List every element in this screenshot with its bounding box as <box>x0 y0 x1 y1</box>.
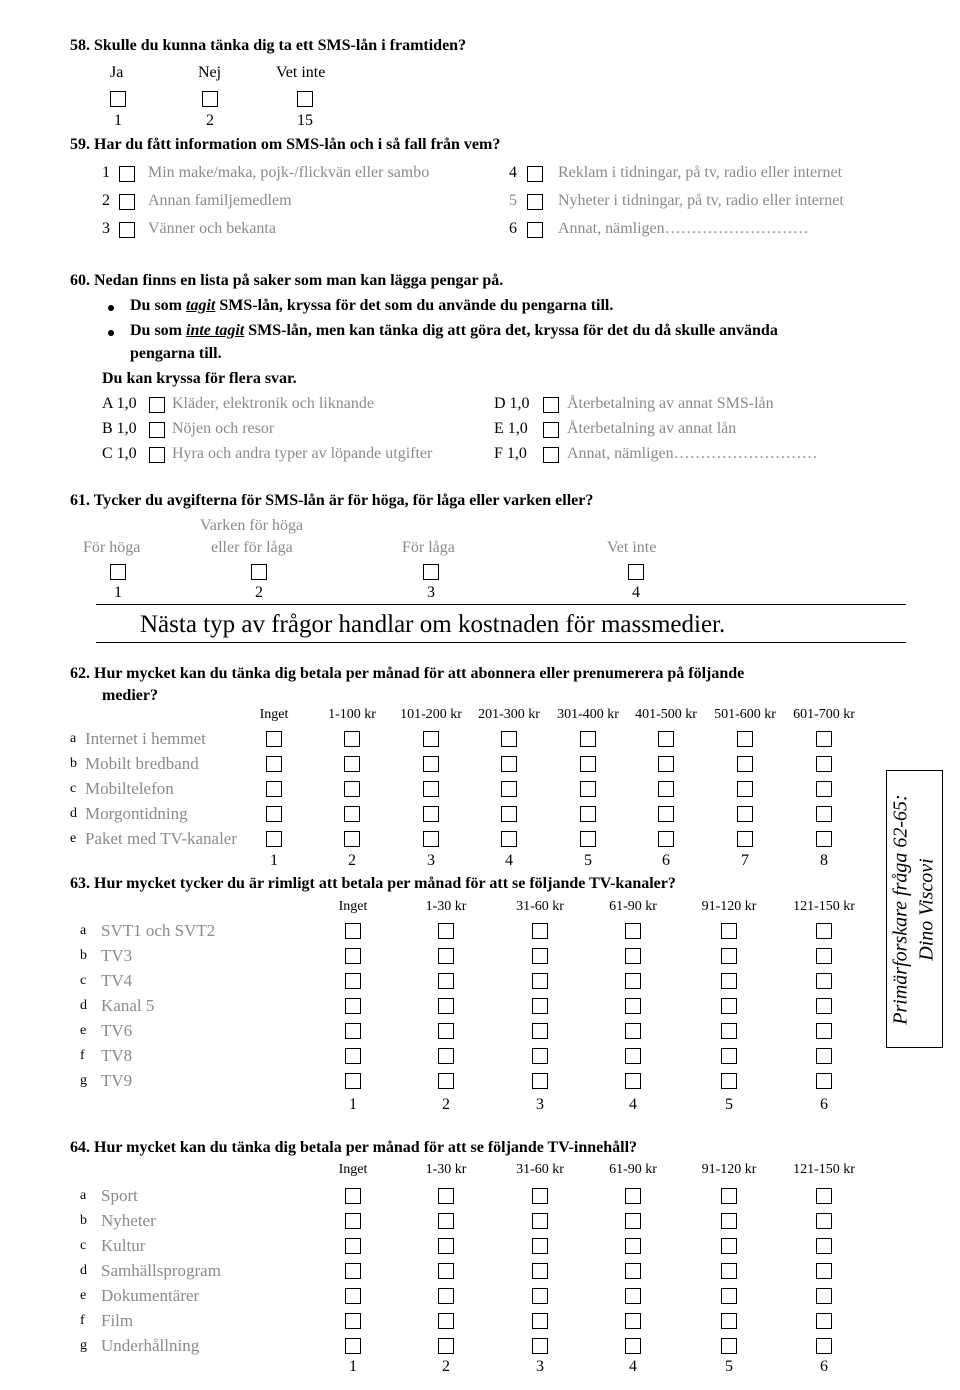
q59-checkbox-4[interactable] <box>527 166 543 182</box>
q59-option-label: Nyheter i tidningar, på tv, radio eller internet <box>558 192 844 209</box>
q63-row-letter: e <box>80 1023 87 1038</box>
q59-code: 1 <box>102 164 110 181</box>
q63-checkbox[interactable] <box>625 923 641 939</box>
q62-code: 8 <box>820 852 828 869</box>
researcher-box <box>886 770 943 1048</box>
q64-checkbox[interactable] <box>625 1263 641 1279</box>
q62-code: 2 <box>348 852 356 869</box>
q61-option-label: För låga <box>402 539 455 556</box>
q62-checkbox[interactable] <box>737 806 753 822</box>
q58-option-vet-inte: Vet inte <box>276 64 326 81</box>
q63-checkbox[interactable] <box>345 973 361 989</box>
q63-checkbox[interactable] <box>816 973 832 989</box>
q63-row-label: SVT1 och SVT2 <box>101 921 216 940</box>
q61-code: 2 <box>255 584 263 601</box>
q64-checkbox[interactable] <box>345 1263 361 1279</box>
q62-column-header: 201-300 kr <box>478 707 540 722</box>
q63-code: 1 <box>349 1096 357 1113</box>
q62-column-header: 501-600 kr <box>714 707 776 722</box>
q58-code: 1 <box>114 112 122 129</box>
q59-option-label: Vänner och bekanta <box>148 220 276 237</box>
q62-checkbox[interactable] <box>816 756 832 772</box>
q61-option-label: eller för låga <box>211 539 293 556</box>
q62-checkbox[interactable] <box>816 806 832 822</box>
q64-checkbox[interactable] <box>721 1288 737 1304</box>
q59-checkbox-5[interactable] <box>527 194 543 210</box>
q62-checkbox[interactable] <box>266 831 282 847</box>
q62-checkbox[interactable] <box>344 756 360 772</box>
q63-checkbox[interactable] <box>816 1073 832 1089</box>
q63-checkbox[interactable] <box>438 1023 454 1039</box>
q63-row-letter: a <box>80 923 87 938</box>
q64-row-letter: e <box>80 1288 87 1303</box>
q58-checkbox-nej[interactable] <box>202 91 218 107</box>
q64-code: 5 <box>725 1358 733 1375</box>
q58-option-ja: Ja <box>110 64 124 81</box>
q60-multi-note: Du kan kryssa för flera svar. <box>102 370 297 387</box>
q60-checkbox-a[interactable] <box>149 397 165 413</box>
q63-row-label: TV4 <box>101 971 133 990</box>
q62-row-letter: d <box>70 806 77 821</box>
q62-checkbox[interactable] <box>580 756 596 772</box>
q59-code: 5 <box>509 192 517 209</box>
q59-checkbox-2[interactable] <box>119 194 135 210</box>
q64-checkbox[interactable] <box>532 1188 548 1204</box>
q64-checkbox[interactable] <box>816 1338 832 1354</box>
q63-column-header: 91-120 kr <box>701 899 757 914</box>
q62-column-header: 301-400 kr <box>557 707 619 722</box>
q63-code: 4 <box>629 1096 637 1113</box>
q63-row-label: TV9 <box>101 1071 133 1090</box>
q62-checkbox[interactable] <box>423 781 439 797</box>
q63-checkbox[interactable] <box>532 948 548 964</box>
q59-option-label: Annat, nämligen……………………… <box>558 220 809 237</box>
q63-checkbox[interactable] <box>438 973 454 989</box>
q62-checkbox[interactable] <box>423 731 439 747</box>
q63-checkbox[interactable] <box>721 923 737 939</box>
q60-option-label: Återbetalning av annat lån <box>567 420 737 437</box>
q64-row-label: Dokumentärer <box>101 1286 200 1305</box>
q64-checkbox[interactable] <box>532 1263 548 1279</box>
q63-row-letter: d <box>80 998 87 1013</box>
q64-checkbox[interactable] <box>438 1313 454 1329</box>
q60-checkbox-b[interactable] <box>149 422 165 438</box>
q63-row-letter: g <box>80 1073 87 1088</box>
q59-code: 6 <box>509 220 517 237</box>
q63-checkbox[interactable] <box>625 1073 641 1089</box>
q60-code: F 1,0 <box>494 445 527 462</box>
divider <box>96 642 906 643</box>
q63-checkbox[interactable] <box>438 948 454 964</box>
q62-code: 3 <box>427 852 435 869</box>
q62-checkbox[interactable] <box>580 806 596 822</box>
q64-column-header: 1-30 kr <box>425 1162 467 1177</box>
q64-checkbox[interactable] <box>532 1213 548 1229</box>
q64-checkbox[interactable] <box>438 1213 454 1229</box>
q63-checkbox[interactable] <box>532 1073 548 1089</box>
q60-checkbox-d[interactable] <box>543 397 559 413</box>
q63-column-header: 61-90 kr <box>609 899 657 914</box>
q59-option-label: Annan familjemedlem <box>148 192 292 209</box>
q61-code: 3 <box>427 584 435 601</box>
q63-checkbox[interactable] <box>625 973 641 989</box>
q62-checkbox[interactable] <box>266 731 282 747</box>
q62-row-label: Paket med TV-kanaler <box>85 829 238 848</box>
q62-checkbox[interactable] <box>344 806 360 822</box>
researcher-label: Primärforskare fråga 62-65: <box>889 794 912 1025</box>
q64-checkbox[interactable] <box>721 1238 737 1254</box>
q59-option-label: Min make/maka, pojk-/flickvän eller sambo <box>148 164 430 181</box>
q63-code: 6 <box>820 1096 828 1113</box>
q63-checkbox[interactable] <box>345 1073 361 1089</box>
q63-checkbox[interactable] <box>532 923 548 939</box>
q62-checkbox[interactable] <box>580 731 596 747</box>
q62-row-letter: a <box>70 731 77 746</box>
bullet-icon <box>108 330 114 336</box>
q58-checkbox-ja[interactable] <box>110 91 126 107</box>
q64-row-label: Nyheter <box>101 1211 156 1230</box>
q60-option-label: Hyra och andra typer av löpande utgifter <box>172 445 433 462</box>
q64-code: 4 <box>629 1358 637 1375</box>
q64-checkbox[interactable] <box>816 1263 832 1279</box>
q59-checkbox-6[interactable] <box>527 222 543 238</box>
q62-checkbox[interactable] <box>423 756 439 772</box>
q64-checkbox[interactable] <box>438 1238 454 1254</box>
q64-checkbox[interactable] <box>816 1188 832 1204</box>
q63-checkbox[interactable] <box>721 948 737 964</box>
q61-code: 4 <box>632 584 640 601</box>
q63-checkbox[interactable] <box>816 1048 832 1064</box>
q63-row-letter: c <box>80 973 87 988</box>
q63-checkbox[interactable] <box>532 1048 548 1064</box>
q62-checkbox[interactable] <box>658 731 674 747</box>
q62-checkbox[interactable] <box>737 831 753 847</box>
q63-checkbox[interactable] <box>438 923 454 939</box>
q63-code: 5 <box>725 1096 733 1113</box>
q61-code: 1 <box>114 584 122 601</box>
q59-option-label: Reklam i tidningar, på tv, radio eller internet <box>558 164 843 181</box>
q60-code: D 1,0 <box>494 395 530 412</box>
q61-option-label: Varken för höga <box>200 517 304 534</box>
q64-column-header: 61-90 kr <box>609 1162 657 1177</box>
q63-checkbox[interactable] <box>625 1023 641 1039</box>
q62-checkbox[interactable] <box>344 831 360 847</box>
bullet-icon <box>108 305 114 311</box>
q62-row-label: Morgontidning <box>85 804 188 823</box>
q64-checkbox[interactable] <box>721 1263 737 1279</box>
q63-checkbox[interactable] <box>625 998 641 1014</box>
q60-checkbox-e[interactable] <box>543 422 559 438</box>
q60-code: C 1,0 <box>102 445 137 462</box>
q64-code: 2 <box>442 1358 450 1375</box>
q63-checkbox[interactable] <box>816 923 832 939</box>
q58-option-nej: Nej <box>198 64 222 81</box>
q63-checkbox[interactable] <box>345 998 361 1014</box>
q62-checkbox[interactable] <box>737 731 753 747</box>
q61-checkbox-1[interactable] <box>110 564 126 580</box>
q62-checkbox[interactable] <box>423 831 439 847</box>
q60-option-label: Annat, nämligen……………………… <box>567 445 818 462</box>
q63-checkbox[interactable] <box>532 998 548 1014</box>
q62-checkbox[interactable] <box>501 781 517 797</box>
q64-row-label: Underhållning <box>101 1336 200 1355</box>
q63-checkbox[interactable] <box>532 973 548 989</box>
q58-question: 58. Skulle du kunna tänka dig ta ett SMS-lån i framtiden? <box>70 37 467 54</box>
q62-checkbox[interactable] <box>266 756 282 772</box>
q62-row-letter: e <box>70 831 77 846</box>
q64-checkbox[interactable] <box>721 1213 737 1229</box>
q62-row-letter: b <box>70 756 77 771</box>
q62-question: 62. Hur mycket kan du tänka dig betala per månad för att abonnera eller prenumerera på följande <box>70 665 745 682</box>
q62-checkbox[interactable] <box>658 781 674 797</box>
q63-checkbox[interactable] <box>816 948 832 964</box>
q60-checkbox-c[interactable] <box>149 447 165 463</box>
q64-row-letter: a <box>80 1188 87 1203</box>
q62-checkbox[interactable] <box>816 731 832 747</box>
q63-code: 3 <box>536 1096 544 1113</box>
q63-checkbox[interactable] <box>721 1048 737 1064</box>
q63-checkbox[interactable] <box>438 1048 454 1064</box>
section-heading: Nästa typ av frågor handlar om kostnaden för massmedier. <box>140 611 726 638</box>
q60-code: E 1,0 <box>494 420 528 437</box>
q63-row-label: TV3 <box>101 946 133 965</box>
q62-checkbox[interactable] <box>580 781 596 797</box>
q64-checkbox[interactable] <box>625 1313 641 1329</box>
q63-checkbox[interactable] <box>438 998 454 1014</box>
q60-option-label: Återbetalning av annat SMS-lån <box>567 395 774 412</box>
q63-checkbox[interactable] <box>816 998 832 1014</box>
q61-option-label: För höga <box>83 539 141 556</box>
q64-checkbox[interactable] <box>721 1313 737 1329</box>
q62-column-header: 601-700 kr <box>793 707 855 722</box>
q63-checkbox[interactable] <box>625 948 641 964</box>
q62-checkbox[interactable] <box>423 806 439 822</box>
q64-question: 64. Hur mycket kan du tänka dig betala per månad för att se följande TV-innehåll? <box>70 1139 638 1156</box>
q64-checkbox[interactable] <box>625 1213 641 1229</box>
q64-checkbox[interactable] <box>345 1338 361 1354</box>
q63-row-letter: b <box>80 948 87 963</box>
q58-code: 15 <box>297 112 313 129</box>
q63-checkbox[interactable] <box>532 1023 548 1039</box>
q62-code: 5 <box>584 852 592 869</box>
q60-question: 60. Nedan finns en lista på saker som man kan lägga pengar på. <box>70 272 504 289</box>
q63-checkbox[interactable] <box>345 1023 361 1039</box>
q64-checkbox[interactable] <box>345 1238 361 1254</box>
q60-checkbox-f[interactable] <box>543 447 559 463</box>
q63-question: 63. Hur mycket tycker du är rimligt att betala per månad för att se följande TV-kanaler? <box>70 875 676 892</box>
q62-checkbox[interactable] <box>266 781 282 797</box>
q62-checkbox[interactable] <box>737 781 753 797</box>
q62-code: 6 <box>662 852 670 869</box>
q64-checkbox[interactable] <box>625 1338 641 1354</box>
q64-checkbox[interactable] <box>721 1188 737 1204</box>
q61-checkbox-4[interactable] <box>628 564 644 580</box>
q64-column-header: 31-60 kr <box>516 1162 564 1177</box>
q60-instruction-1: Du som tagit SMS-lån, kryssa för det som du använde du pengarna till. <box>130 297 614 314</box>
q64-row-label: Kultur <box>101 1236 146 1255</box>
q64-checkbox[interactable] <box>625 1288 641 1304</box>
q62-column-header: 1-100 kr <box>328 707 376 722</box>
q64-row-letter: d <box>80 1263 87 1278</box>
q62-row-label: Internet i hemmet <box>85 729 206 748</box>
q59-checkbox-1[interactable] <box>119 166 135 182</box>
q62-checkbox[interactable] <box>344 731 360 747</box>
q62-column-header: 401-500 kr <box>635 707 697 722</box>
q64-checkbox[interactable] <box>345 1288 361 1304</box>
q64-checkbox[interactable] <box>438 1188 454 1204</box>
q62-column-header: Inget <box>259 707 289 722</box>
q63-checkbox[interactable] <box>816 1023 832 1039</box>
q63-checkbox[interactable] <box>625 1048 641 1064</box>
q62-question-cont: medier? <box>102 687 158 704</box>
q64-row-label: Samhällsprogram <box>101 1261 221 1280</box>
q64-checkbox[interactable] <box>816 1313 832 1329</box>
q64-checkbox[interactable] <box>438 1338 454 1354</box>
q64-code: 6 <box>820 1358 828 1375</box>
q61-question: 61. Tycker du avgifterna för SMS-lån är för höga, för låga eller varken eller? <box>70 492 594 509</box>
q59-question: 59. Har du fått information om SMS-lån och i så fall från vem? <box>70 136 501 153</box>
q63-column-header: Inget <box>338 899 368 914</box>
researcher-name: Dino Viscovi <box>915 858 938 961</box>
q63-checkbox[interactable] <box>345 948 361 964</box>
q63-row-label: TV8 <box>101 1046 133 1065</box>
q62-checkbox[interactable] <box>501 731 517 747</box>
q63-checkbox[interactable] <box>345 923 361 939</box>
q60-code: A 1,0 <box>102 395 137 412</box>
q61-option-label: Vet inte <box>607 539 657 556</box>
q63-row-letter: f <box>80 1048 85 1063</box>
q62-row-letter: c <box>70 781 77 796</box>
q60-option-label: Nöjen och resor <box>172 420 275 437</box>
q64-row-label: Sport <box>101 1186 138 1205</box>
q60-instruction-2-cont: pengarna till. <box>130 345 222 362</box>
q64-checkbox[interactable] <box>532 1313 548 1329</box>
q64-checkbox[interactable] <box>532 1338 548 1354</box>
q62-code: 7 <box>741 852 749 869</box>
q63-column-header: 121-150 kr <box>793 899 855 914</box>
q62-checkbox[interactable] <box>816 781 832 797</box>
q62-checkbox[interactable] <box>658 831 674 847</box>
divider <box>96 604 906 605</box>
q64-checkbox[interactable] <box>816 1213 832 1229</box>
q63-column-header: 31-60 kr <box>516 899 564 914</box>
q62-row-label: Mobilt bredband <box>85 754 199 773</box>
q62-code: 4 <box>505 852 513 869</box>
q64-checkbox[interactable] <box>625 1238 641 1254</box>
q60-option-label: Kläder, elektronik och liknande <box>172 395 374 412</box>
q64-code: 1 <box>349 1358 357 1375</box>
q62-column-header: 101-200 kr <box>400 707 462 722</box>
q64-column-header: Inget <box>338 1162 368 1177</box>
q62-checkbox[interactable] <box>344 781 360 797</box>
q64-checkbox[interactable] <box>532 1238 548 1254</box>
q61-checkbox-3[interactable] <box>423 564 439 580</box>
q63-code: 2 <box>442 1096 450 1113</box>
q64-checkbox[interactable] <box>625 1188 641 1204</box>
q62-checkbox[interactable] <box>658 756 674 772</box>
q62-checkbox[interactable] <box>816 831 832 847</box>
q64-row-label: Film <box>101 1311 134 1330</box>
q63-column-header: 1-30 kr <box>425 899 467 914</box>
q64-row-letter: g <box>80 1338 87 1353</box>
q63-checkbox[interactable] <box>721 973 737 989</box>
q64-row-letter: f <box>80 1313 85 1328</box>
q64-column-header: 91-120 kr <box>701 1162 757 1177</box>
q60-instruction-2: Du som inte tagit SMS-lån, men kan tänka dig att göra det, kryssa för det du då skulle använda <box>130 322 778 339</box>
q62-checkbox[interactable] <box>737 756 753 772</box>
q62-checkbox[interactable] <box>580 831 596 847</box>
q59-code: 3 <box>102 220 110 237</box>
q60-code: B 1,0 <box>102 420 137 437</box>
q63-checkbox[interactable] <box>345 1048 361 1064</box>
q64-checkbox[interactable] <box>532 1288 548 1304</box>
q64-column-header: 121-150 kr <box>793 1162 855 1177</box>
q64-checkbox[interactable] <box>345 1188 361 1204</box>
q63-checkbox[interactable] <box>721 1073 737 1089</box>
q58-code: 2 <box>206 112 214 129</box>
q63-checkbox[interactable] <box>721 998 737 1014</box>
q64-checkbox[interactable] <box>438 1288 454 1304</box>
q61-checkbox-2[interactable] <box>251 564 267 580</box>
q63-checkbox[interactable] <box>438 1073 454 1089</box>
q63-checkbox[interactable] <box>721 1023 737 1039</box>
q59-code: 2 <box>102 192 110 209</box>
q63-row-label: Kanal 5 <box>101 996 155 1015</box>
q64-checkbox[interactable] <box>345 1313 361 1329</box>
q64-checkbox[interactable] <box>816 1288 832 1304</box>
q64-checkbox[interactable] <box>345 1213 361 1229</box>
q62-checkbox[interactable] <box>501 831 517 847</box>
q64-code: 3 <box>536 1358 544 1375</box>
q64-checkbox[interactable] <box>816 1238 832 1254</box>
q59-checkbox-3[interactable] <box>119 222 135 238</box>
q59-code: 4 <box>509 164 517 181</box>
q58-checkbox-vet-inte[interactable] <box>297 91 313 107</box>
q64-checkbox[interactable] <box>438 1263 454 1279</box>
q62-row-label: Mobiltelefon <box>85 779 174 798</box>
q64-row-letter: b <box>80 1213 87 1228</box>
q64-checkbox[interactable] <box>721 1338 737 1354</box>
q64-row-letter: c <box>80 1238 87 1253</box>
q63-row-label: TV6 <box>101 1021 133 1040</box>
q62-checkbox[interactable] <box>501 756 517 772</box>
q62-checkbox[interactable] <box>266 806 282 822</box>
q62-checkbox[interactable] <box>658 806 674 822</box>
q62-code: 1 <box>270 852 278 869</box>
q62-checkbox[interactable] <box>501 806 517 822</box>
